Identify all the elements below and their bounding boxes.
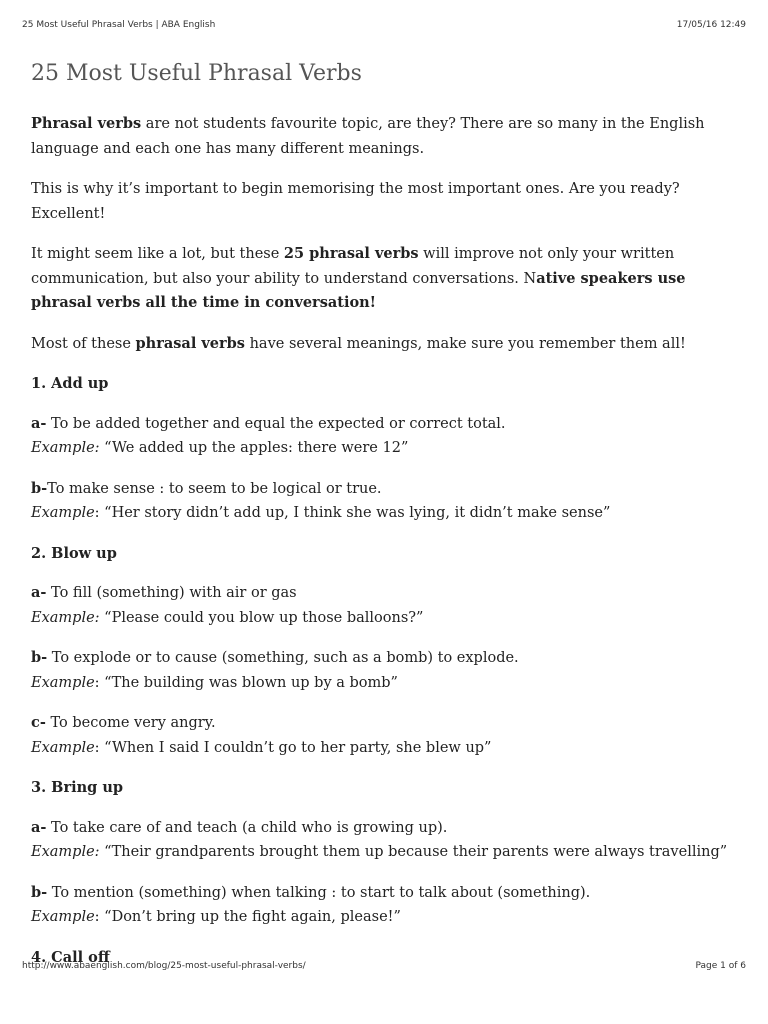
intro-4-rest: have several meanings, make sure you remember them all! (244, 335, 686, 352)
sense-definition: To make sense : to seem to be logical or true. (47, 480, 382, 497)
print-header (22, 20, 746, 30)
intro-paragraph-3 (31, 242, 731, 316)
example-text: : “The building was blown up by a bomb” (94, 674, 398, 691)
verb-heading-call-off: 4. Call off (31, 948, 110, 966)
sense-definition: To mention (something) when talking : to start to talk about (something). (47, 884, 591, 901)
verb-heading-add-up: 1. Add up (31, 375, 109, 392)
sense-definition: To fill (something) with air or gas (46, 585, 297, 601)
print-page-number: Page 1 of 6 (695, 961, 746, 971)
sense-add-up-b (31, 477, 731, 526)
intro-1-text: are not students favourite topic, are they? There are so many in the English language and each one has many different meanings. (31, 116, 705, 157)
example-text: “We added up the apples: there were 12” (99, 440, 409, 456)
intro-3-mid: will improve not only your written communication, but also your ability to understand conversations. N (31, 246, 675, 287)
example-label: Example (31, 739, 95, 756)
verb-heading-blow-up: 2. Blow up (31, 544, 117, 562)
sense-marker: b- (31, 479, 48, 497)
intro-4-bold: phrasal verbs (135, 334, 245, 352)
example-label: Example: (31, 844, 100, 860)
print-url: http://www.abaenglish.com/blog/25-most-useful-phrasal-verbs/ (22, 961, 306, 971)
sense-marker: c- (31, 714, 46, 731)
intro-1-bold: Phrasal verbs (31, 115, 142, 132)
intro-4-pre: Most of these (31, 335, 136, 352)
intro-3-bold-2: ative speakers use phrasal verbs all the time in conversation! (31, 269, 686, 311)
verb-heading-bring-up: 3. Bring up (31, 779, 123, 796)
article-title: 25 Most Useful Phrasal Verbs (31, 61, 362, 86)
example-text: : “Her story didn’t add up, I think she was lying, it didn’t make sense” (94, 505, 611, 521)
example-label: Example: (31, 440, 100, 456)
sense-blow-up-c (31, 711, 731, 760)
intro-paragraph-4 (31, 332, 731, 357)
sense-bring-up-b (31, 881, 731, 930)
sense-blow-up-a (31, 581, 731, 630)
example-text: “Their grandparents brought them up because their parents were always travelling” (99, 844, 728, 860)
sense-definition: To be added together and equal the expected or correct total. (46, 415, 506, 432)
example-text: : “When I said I couldn’t go to her party, she blew up” (94, 739, 492, 756)
sense-marker: b- (31, 649, 48, 666)
example-label: Example (31, 909, 95, 925)
intro-3-bold: 25 phrasal verbs (283, 245, 419, 262)
intro-3-pre: It might seem like a lot, but these (31, 246, 284, 262)
sense-marker: b- (31, 883, 48, 901)
sense-marker: a- (31, 414, 47, 432)
sense-definition: To take care of and teach (a child who is growing up). (46, 819, 448, 836)
sense-marker: a- (31, 818, 47, 836)
intro-paragraph-1 (31, 112, 731, 161)
intro-paragraph-2: This is why it’s important to begin memorising the most important ones. Are you ready? Excellent! (31, 181, 680, 222)
example-label: Example: (31, 609, 100, 626)
article (31, 58, 731, 985)
print-page-title: 25 Most Useful Phrasal Verbs | ABA English (22, 20, 216, 30)
print-footer (22, 961, 746, 971)
sense-blow-up-b (31, 646, 731, 695)
example-text: “Please could you blow up those balloons?” (99, 609, 424, 626)
sense-add-up-a (31, 412, 731, 461)
example-label: Example (31, 505, 95, 521)
example-text: : “Don’t bring up the fight again, please!” (94, 909, 401, 925)
sense-definition: To explode or to cause (something, such as a bomb) to explode. (47, 650, 519, 666)
sense-definition: To become very angry. (45, 715, 216, 731)
sense-bring-up-a (31, 816, 731, 865)
sense-marker: a- (31, 584, 47, 601)
example-label: Example (31, 674, 95, 691)
print-datetime: 17/05/16 12:49 (676, 20, 746, 30)
